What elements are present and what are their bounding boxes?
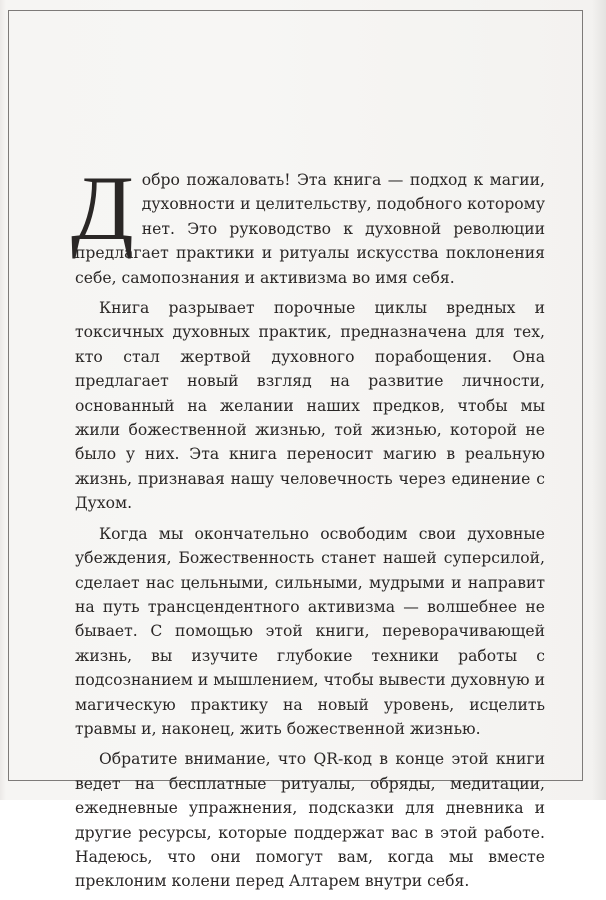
body-text [71,157,545,900]
paragraph-2: Книга разрывает порочные циклы вредных и токсичных духовных практик, предназначена для тех, кто стал жертвой духовного порабощения. Она предлагает новый взгляд на развитие личности, основанный на желании наших предков, чтобы мы жили божественной жизнью, той жизнью, которой не было у них. Эта книга переносит магию в реальную жизнь, признавая нашу человечность через единение с Духом. [75,299,545,513]
paragraph-4: Обратите внимание, что QR-код в конце этой книги ведет на бесплатные ритуалы, обряды, медитации, ежедневные упражнения, подсказки для дневника и другие ресурсы, которые поддержат вас в этой работе. Надеюсь, что они помогут вам, когда мы вместе преклоним колени перед Алтарем внутри себя. [75,750,545,891]
page-edge-shadow [592,0,606,800]
paragraph-1-text: обро пожаловать! Эта книга — подход к магии, духовности и целительству, подобного которому нет. Это руководство к духовной революции предлагает практики и ритуалы искусства поклонения себе, самопознания и активизма во имя себя. [75,171,545,287]
paragraph-3: Когда мы окончательно освободим свои духовные убеждения, Божественность станет нашей суперсилой, сделает нас цельными, сильными, мудрыми и направит на путь трансцендентного активизма — волшебнее не бывает. С помощью этой книги, переворачивающей жизнь, вы изучите глубокие техники работы с подсознанием и мышлением, чтобы вывести духовную и магическую практику на новый уровень, исцелить травмы и, наконец, жить божественной жизнью. [75,524,545,738]
drop-cap: Д [71,157,134,259]
paragraph-1 [71,157,545,290]
